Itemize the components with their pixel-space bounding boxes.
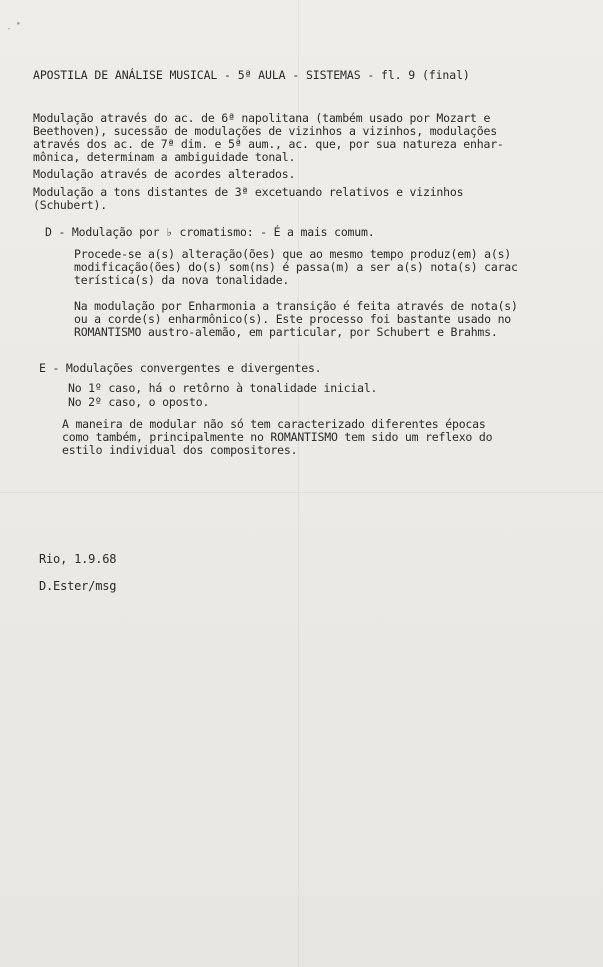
footer-signature: D.Ester/msg bbox=[39, 579, 117, 593]
section-e-para-line: A maneira de modular não só tem caracterizado diferentes épocas bbox=[62, 417, 486, 431]
footer-date: Rio, 1.9.68 bbox=[39, 552, 117, 566]
intro-line: Beethoven), sucessão de modulações de vizinhos a vizinhos, modulações bbox=[33, 124, 497, 138]
distant-keys-line: (Schubert). bbox=[33, 198, 107, 212]
distant-keys-line: Modulação a tons distantes de 3ª excetuando relativos e vizinhos bbox=[33, 185, 464, 199]
section-e-heading: E - Modulações convergentes e divergentes. bbox=[39, 361, 322, 375]
section-d-para2-line: Na modulação por Enharmonia a transição é feita através de nota(s) bbox=[74, 299, 518, 313]
section-d-para1-line: terística(s) da nova tonalidade. bbox=[74, 273, 290, 287]
altered-chords-line: Modulação através de acordes alterados. bbox=[33, 167, 296, 181]
section-e-case-line: No 1º caso, há o retôrno à tonalidade inicial. bbox=[68, 381, 378, 395]
paper-fold-horizontal bbox=[0, 492, 603, 493]
intro-line: Modulação através do ac. de 6ª napolitana (também usado por Mozart e bbox=[33, 111, 491, 125]
section-e-para-line: como também, principalmente no ROMANTISMO tem sido um reflexo do bbox=[62, 430, 493, 444]
section-d-para2-line: ou a corde(s) enharmônico(s). Este processo foi bastante usado no bbox=[74, 312, 512, 326]
section-d-para1-line: Procede-se a(s) alteração(ões) que ao mesmo tempo produz(em) a(s) bbox=[74, 247, 512, 261]
intro-line: através dos ac. de 7ª dim. e 5ª aum., ac. que, por sua natureza enhar- bbox=[33, 137, 504, 151]
section-e-case-line: No 2º caso, o oposto. bbox=[68, 395, 210, 409]
section-d-para2-line: ROMANTISMO austro-alemão, em particular, por Schubert e Brahms. bbox=[74, 325, 498, 339]
section-d-para1-line: modificação(ões) do(s) som(ns) é passa(m) a ser a(s) nota(s) carac bbox=[74, 260, 518, 274]
page-title: APOSTILA DE ANÁLISE MUSICAL - 5ª AULA - SISTEMAS - fl. 9 (final) bbox=[33, 68, 470, 82]
intro-line: mônica, determinam a ambiguidade tonal. bbox=[33, 150, 296, 164]
corner-mark: · ∙ bbox=[4, 18, 24, 36]
section-e-para-line: estilo individual dos compositores. bbox=[62, 443, 298, 457]
section-d-heading: D - Modulação por ♭ cromatismo: - É a mais comum. bbox=[45, 225, 375, 239]
